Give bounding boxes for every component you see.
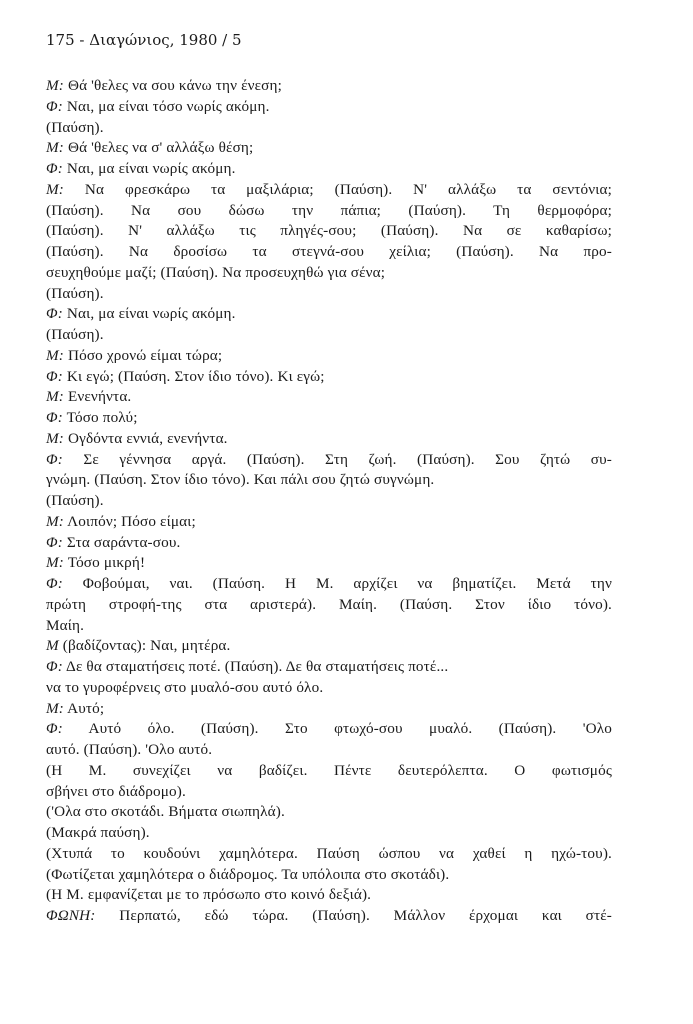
text-line — [46, 138, 612, 159]
text-line — [46, 304, 612, 325]
line-text: Ναι, μα είναι νωρίς ακόμη. — [62, 160, 236, 177]
text-line — [46, 180, 612, 201]
text-line — [46, 97, 612, 118]
text-line — [46, 367, 612, 388]
text-line — [46, 533, 612, 554]
text-line — [46, 761, 612, 782]
speaker-label: Φ: — [46, 450, 63, 468]
text-line — [46, 678, 612, 699]
text-line — [46, 76, 612, 97]
line-text: Να φρεσκάρω τα μαξιλάρια; (Παύση). Ν' αλλάξω τα σεντόνια; — [64, 180, 612, 198]
line-text: (Παύση). Να σου δώσω την πάπια; (Παύση). Τη θερμοφόρα; — [46, 201, 612, 219]
text-line — [46, 159, 612, 180]
text-line — [46, 699, 612, 720]
text-line — [46, 201, 612, 222]
text-line — [46, 823, 612, 844]
line-text: Πόσο χρονώ είμαι τώρα; — [64, 346, 223, 364]
speaker-label: Μ: — [46, 180, 65, 198]
running-header: 175 - Διαγώνιος, 1980 / 5 — [46, 31, 242, 49]
speaker-label: Μ: — [46, 77, 65, 94]
text-line — [46, 221, 612, 242]
line-text: ('Ολα στο σκοτάδι. Βήματα σιωπηλά). — [46, 803, 285, 821]
text-line — [46, 346, 612, 367]
line-text: Θά 'θελες να σ' αλλάξω θέση; — [64, 139, 254, 157]
line-text: σευχηθούμε μαζί; (Παύση). Να προσευχηθώ για σένα; — [46, 263, 386, 281]
line-text: (Χτυπά το κουδούνι χαμηλότερα. Παύση ώσπου να χαθεί η ηχώ-του). — [46, 844, 612, 862]
text-line — [46, 387, 612, 408]
line-text: Θά 'θελες να σου κάνω την ένεση; — [64, 77, 282, 94]
line-text: αυτό. (Παύση). 'Ολο αυτό. — [46, 741, 213, 758]
line-text: Ναι, μα είναι τόσο νωρίς ακόμη. — [62, 97, 270, 115]
text-line — [46, 885, 612, 906]
speaker-label: Μ: — [46, 512, 65, 530]
text-line — [46, 512, 612, 533]
line-text: (Η Μ. εμφανίζεται με το πρόσωπο στο κοινό δεξιά). — [46, 886, 372, 904]
text-line — [46, 782, 612, 803]
line-text: (Φωτίζεται χαμηλότερα ο διάδρομος. Τα υπόλοιπα στο σκοτάδι). — [46, 865, 450, 883]
text-line — [46, 284, 612, 305]
line-text: Στα σαράντα-σου. — [62, 533, 181, 551]
line-text: Αυτό; — [64, 699, 105, 717]
text-line — [46, 263, 612, 284]
speaker-label: ΦΩΝΗ: — [46, 907, 96, 924]
speaker-label: Φ: — [46, 97, 63, 115]
text-line — [46, 470, 612, 491]
text-line — [46, 574, 612, 595]
line-text: Φοβούμαι, ναι. (Παύση. Η Μ. αρχίζει να βηματίζει. Μετά την — [62, 575, 612, 592]
speaker-label: Φ: — [46, 367, 63, 385]
line-text: (Παύση). — [46, 284, 104, 302]
text-line — [46, 408, 612, 429]
line-text: Ναι, μα είναι νωρίς ακόμη. — [62, 305, 236, 323]
text-line — [46, 802, 612, 823]
text-line — [46, 242, 612, 263]
line-text: (Η Μ. συνεχίζει να βαδίζει. Πέντε δευτερόλεπτα. Ο φωτισμός — [46, 761, 612, 779]
text-line — [46, 719, 612, 740]
text-line — [46, 118, 612, 139]
text-line — [46, 657, 612, 678]
line-text: Ενενήντα. — [64, 388, 132, 406]
speaker-label: Μ: — [46, 554, 65, 572]
line-text: Κι εγώ; (Παύση. Στον ίδιο τόνο). Κι εγώ; — [62, 367, 325, 385]
speaker-label: Μ: — [46, 699, 65, 717]
text-line — [46, 616, 612, 637]
line-text: Τόσο μικρή! — [64, 554, 146, 572]
text-line — [46, 429, 612, 450]
speaker-label: Μ: — [46, 139, 65, 157]
text-line — [46, 636, 612, 657]
speaker-label: Μ: — [46, 429, 65, 447]
line-text: Μαίη. — [46, 616, 85, 634]
line-text: (Παύση). — [46, 326, 104, 343]
speaker-label: Μ — [46, 637, 59, 655]
speaker-label: Φ: — [46, 305, 63, 323]
line-text: (Παύση). — [46, 492, 104, 509]
speaker-label: Φ: — [46, 409, 63, 426]
speaker-label: Φ: — [46, 533, 63, 551]
line-text: Λοιπόν; Πόσο είμαι; — [64, 512, 196, 530]
line-text: Τόσο πολύ; — [62, 409, 138, 426]
line-text: Σε γέννησα αργά. (Παύση). Στη ζωή. (Παύση). Σου ζητώ συ- — [62, 450, 612, 468]
text-line — [46, 740, 612, 761]
text-line — [46, 325, 612, 346]
line-text: Ογδόντα εννιά, ενενήντα. — [64, 429, 228, 447]
script-body — [46, 76, 612, 927]
line-text: Περπατώ, εδώ τώρα. (Παύση). Μάλλον έρχομαι και στέ- — [95, 907, 612, 924]
line-text: να το γυροφέρνεις στο μυαλό-σου αυτό όλο. — [46, 678, 324, 696]
line-text: (Παύση). Να δροσίσω τα στεγνά-σου χείλια; (Παύση). Να προ- — [46, 243, 612, 260]
text-line — [46, 491, 612, 512]
line-text: Αυτό όλο. (Παύση). Στο φτωχό-σου μυαλό. (Παύση). 'Ολο — [62, 720, 612, 738]
text-line — [46, 844, 612, 865]
speaker-label: Μ: — [46, 388, 65, 406]
speaker-label: Φ: — [46, 658, 63, 675]
text-line — [46, 553, 612, 574]
line-text: (Παύση). — [46, 118, 104, 136]
text-line — [46, 450, 612, 471]
text-line — [46, 865, 612, 886]
line-text: (Μακρά παύση). — [46, 824, 150, 841]
speaker-label: Μ: — [46, 346, 65, 364]
line-text: σβήνει στο διάδρομο). — [46, 782, 186, 800]
speaker-label: Φ: — [46, 575, 63, 592]
text-line — [46, 906, 612, 927]
line-text: (βαδίζοντας): Ναι, μητέρα. — [58, 637, 231, 655]
line-text: γνώμη. (Παύση. Στον ίδιο τόνο). Και πάλι σου ζητώ συγνώμη. — [46, 471, 435, 489]
text-line — [46, 595, 612, 616]
speaker-label: Φ: — [46, 720, 63, 738]
line-text: (Παύση). Ν' αλλάξω τις πληγές-σου; (Παύση). Να σε καθαρίσω; — [46, 222, 612, 240]
speaker-label: Φ: — [46, 160, 63, 177]
line-text: πρώτη στροφή-της στα αριστερά). Μαίη. (Παύση. Στον ίδιο τόνο). — [46, 595, 612, 613]
line-text: Δε θα σταματήσεις ποτέ. (Παύση). Δε θα σταματήσεις ποτέ... — [62, 658, 449, 675]
